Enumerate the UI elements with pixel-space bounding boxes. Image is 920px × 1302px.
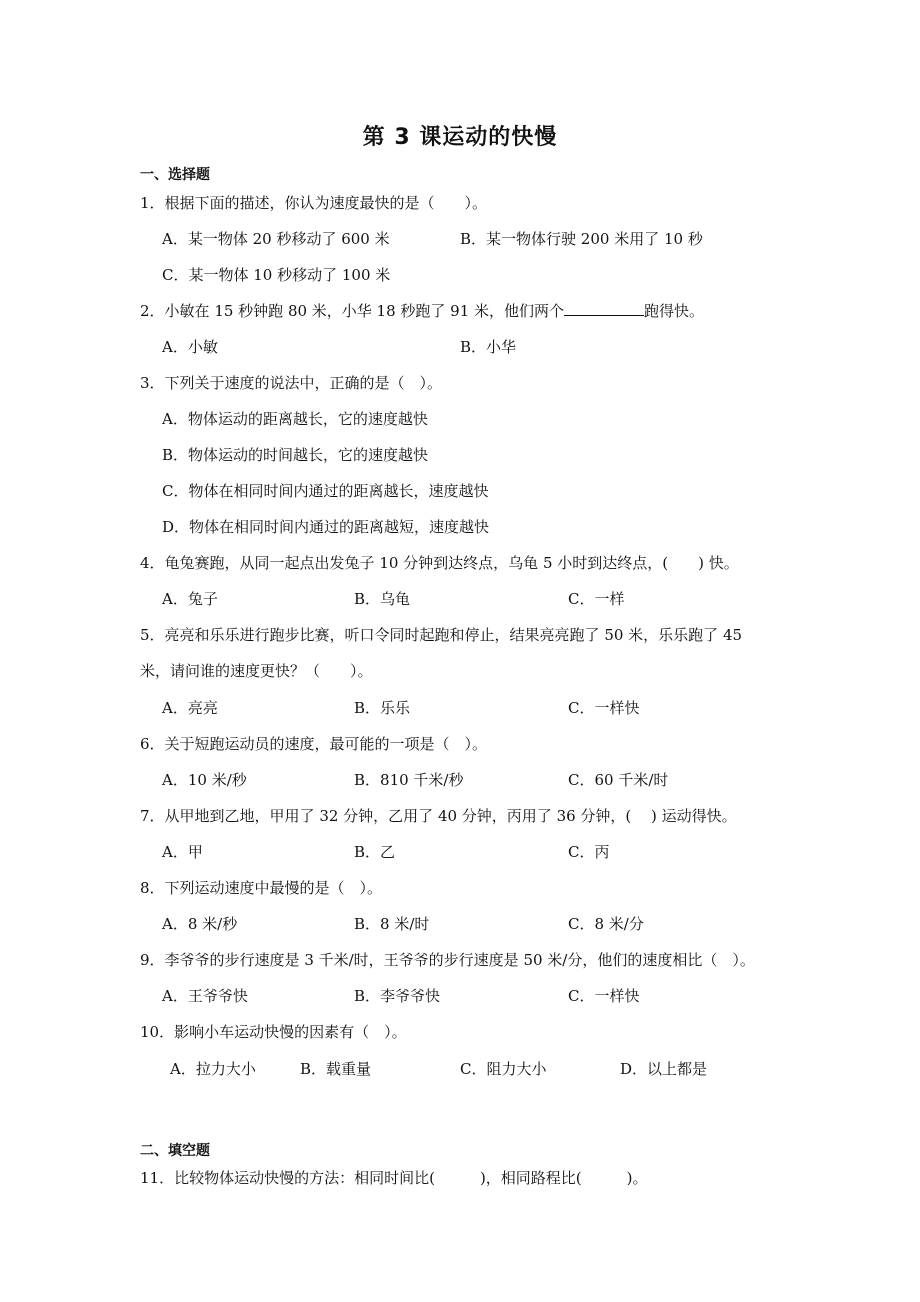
question-number: 11． [140,1169,175,1187]
question-number: 3． [140,374,165,392]
option-b: B．8 米/时 [354,915,430,933]
question-number: 9． [140,951,165,969]
option-b: B．物体运动的时间越长，它的速度越快 [162,446,429,464]
question-10 [140,1021,407,1042]
section-heading-fill-in: 二、填空题 [140,1143,210,1159]
question-text: 下列关于速度的说法中，正确的是（ ）。 [164,374,443,392]
question-11 [140,1167,648,1188]
question-number: 8． [140,879,165,897]
option-b: B．载重量 [300,1060,372,1078]
question-2 [140,300,704,321]
question-5-continued: 米，请问谁的速度更快？（ ）。 [140,662,373,680]
question-7 [140,805,737,826]
question-text-end: 跑得快。 [644,302,705,320]
question-3 [140,372,442,393]
question-text: 下列运动速度中最慢的是（ ）。 [164,879,383,897]
option-a: A．小敏 [162,338,218,356]
question-text: 根据下面的描述，你认为速度最快的是（ ）。 [164,194,488,212]
question-number: 5． [140,626,165,644]
question-text: 小敏在 15 秒钟跑 80 米，小华 18 秒跑了 91 米，他们两个 [164,302,565,320]
option-c: C．某一物体 10 秒移动了 100 米 [162,266,391,284]
option-a: A．某一物体 20 秒移动了 600 米 [162,230,390,248]
answer-blank[interactable] [564,301,644,316]
option-a: A．拉力大小 [170,1060,256,1078]
option-a: A．甲 [162,843,203,861]
question-number: 7． [140,807,165,825]
option-a: A．10 米/秒 [162,771,247,789]
question-text: 从甲地到乙地，甲用了 32 分钟，乙用了 40 分钟，丙用了 36 分钟，( ) 运动得快。 [164,807,737,825]
question-1 [140,192,487,213]
option-d: D．物体在相同时间内通过的距离越短，速度越快 [162,518,490,536]
option-a: A．物体运动的距离越长，它的速度越快 [162,410,428,428]
option-a: A．亮亮 [162,699,218,717]
option-a: A．8 米/秒 [162,915,238,933]
option-b: B．乌龟 [354,590,411,608]
question-text: 李爷爷的步行速度是 3 千米/时，王爷爷的步行速度是 50 米/分，他们的速度相比（ ）。 [164,951,755,969]
option-b: B．李爷爷快 [354,987,441,1005]
option-c: C．一样快 [568,699,640,717]
option-c: C．一样快 [568,987,640,1005]
option-a: A．王爷爷快 [162,987,248,1005]
option-c: C．60 千米/时 [568,771,669,789]
option-b: B．某一物体行驶 200 米用了 10 秒 [460,230,703,248]
option-b: B．乙 [354,843,396,861]
option-c: C．丙 [568,843,610,861]
page-title: 第 3 课运动的快慢 [362,125,558,150]
question-number: 2． [140,302,165,320]
question-text: 影响小车运动快慢的因素有（ ）。 [174,1023,407,1041]
question-number: 6． [140,735,165,753]
question-5 [140,624,742,645]
question-8 [140,877,382,898]
option-c: C．物体在相同时间内通过的距离越长，速度越快 [162,482,489,500]
option-c: C．阻力大小 [460,1060,547,1078]
option-c: C．8 米/分 [568,915,644,933]
option-a: A．兔子 [162,590,218,608]
question-text: 龟兔赛跑，从同一起点出发兔子 10 分钟到达终点，乌龟 5 小时到达终点，( ) 快。 [164,554,739,572]
option-d: D．以上都是 [620,1060,708,1078]
option-b: B．小华 [460,338,517,356]
question-9 [140,949,755,970]
question-text: 关于短跑运动员的速度，最可能的一项是（ ）。 [164,735,488,753]
question-text: 亮亮和乐乐进行跑步比赛，听口令同时起跑和停止，结果亮亮跑了 50 米，乐乐跑了 45 [164,626,743,644]
option-b: B．乐乐 [354,699,411,717]
option-b: B．810 千米/秒 [354,771,464,789]
question-number: 10． [140,1023,175,1041]
section-heading-choice: 一、选择题 [140,167,210,183]
question-number: 1． [140,194,165,212]
question-4 [140,552,739,573]
question-text: 比较物体运动快慢的方法：相同时间比( )，相同路程比( )。 [174,1169,648,1187]
question-number: 4． [140,554,165,572]
option-c: C．一样 [568,590,625,608]
question-6 [140,733,487,754]
